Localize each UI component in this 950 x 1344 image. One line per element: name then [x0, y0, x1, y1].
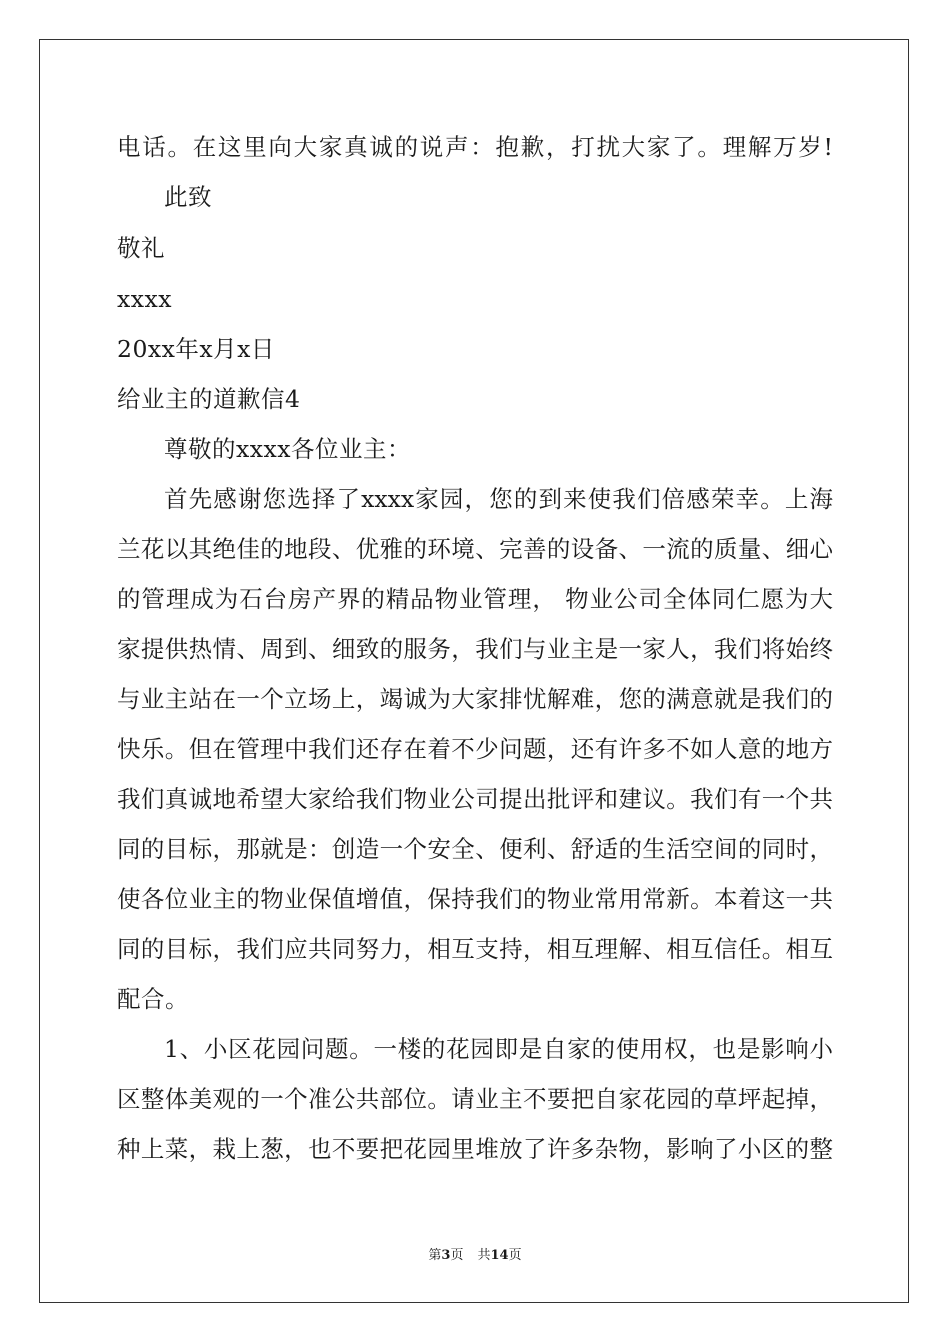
page-number: 3	[441, 1248, 451, 1263]
text-line: 区整体美观的一个准公共部位。请业主不要把自家花园的草坪起掉，	[117, 1085, 833, 1113]
text-line: 与业主站在一个立场上，竭诚为大家排忧解难，您的满意就是我们的	[117, 685, 833, 713]
text-line: 电话。在这里向大家真诚的说声：抱歉，打扰大家了。理解万岁!	[117, 133, 833, 161]
text-line: 20xx年x月x日	[117, 335, 275, 363]
text-line: 同的目标，那就是：创造一个安全、便利、舒适的生活空间的同时，	[117, 835, 833, 863]
text-line: 首先感谢您选择了xxxx家园，您的到来使我们倍感荣幸。上海	[164, 485, 833, 513]
page-prefix: 第	[428, 1248, 442, 1263]
text-line: xxxx	[117, 285, 173, 313]
text-line: 配合。	[117, 985, 189, 1013]
page-footer	[0, 1247, 950, 1265]
total-unit: 页	[508, 1248, 522, 1263]
total-prefix: 共	[477, 1248, 491, 1263]
text-line: 此致	[164, 183, 212, 211]
text-line: 兰花以其绝佳的地段、优雅的环境、完善的设备、一流的质量、细心	[117, 535, 833, 563]
section-heading: 给业主的道歉信4	[117, 385, 301, 413]
text-line: 同的目标，我们应共同努力，相互支持，相互理解、相互信任。相互	[117, 935, 833, 963]
text-line: 种上菜，栽上葱，也不要把花园里堆放了许多杂物，影响了小区的整	[117, 1135, 833, 1163]
page-total: 14	[490, 1248, 509, 1263]
text-line: 快乐。但在管理中我们还存在着不少问题，还有许多不如人意的地方	[117, 735, 833, 763]
page-unit: 页	[450, 1248, 464, 1263]
text-line: 敬礼	[117, 234, 165, 262]
text-line: 使各位业主的物业保值增值，保持我们的物业常用常新。本着这一共	[117, 885, 833, 913]
text-line: 的管理成为石台房产界的精品物业管理， 物业公司全体同仁愿为大	[117, 585, 833, 613]
text-line: 1、小区花园问题。一楼的花园即是自家的使用权，也是影响小	[164, 1035, 833, 1063]
text-line: 尊敬的xxxx各位业主：	[164, 435, 412, 463]
text-line: 家提供热情、周到、细致的服务，我们与业主是一家人，我们将始终	[117, 635, 833, 663]
text-line: 我们真诚地希望大家给我们物业公司提出批评和建议。我们有一个共	[117, 785, 833, 813]
